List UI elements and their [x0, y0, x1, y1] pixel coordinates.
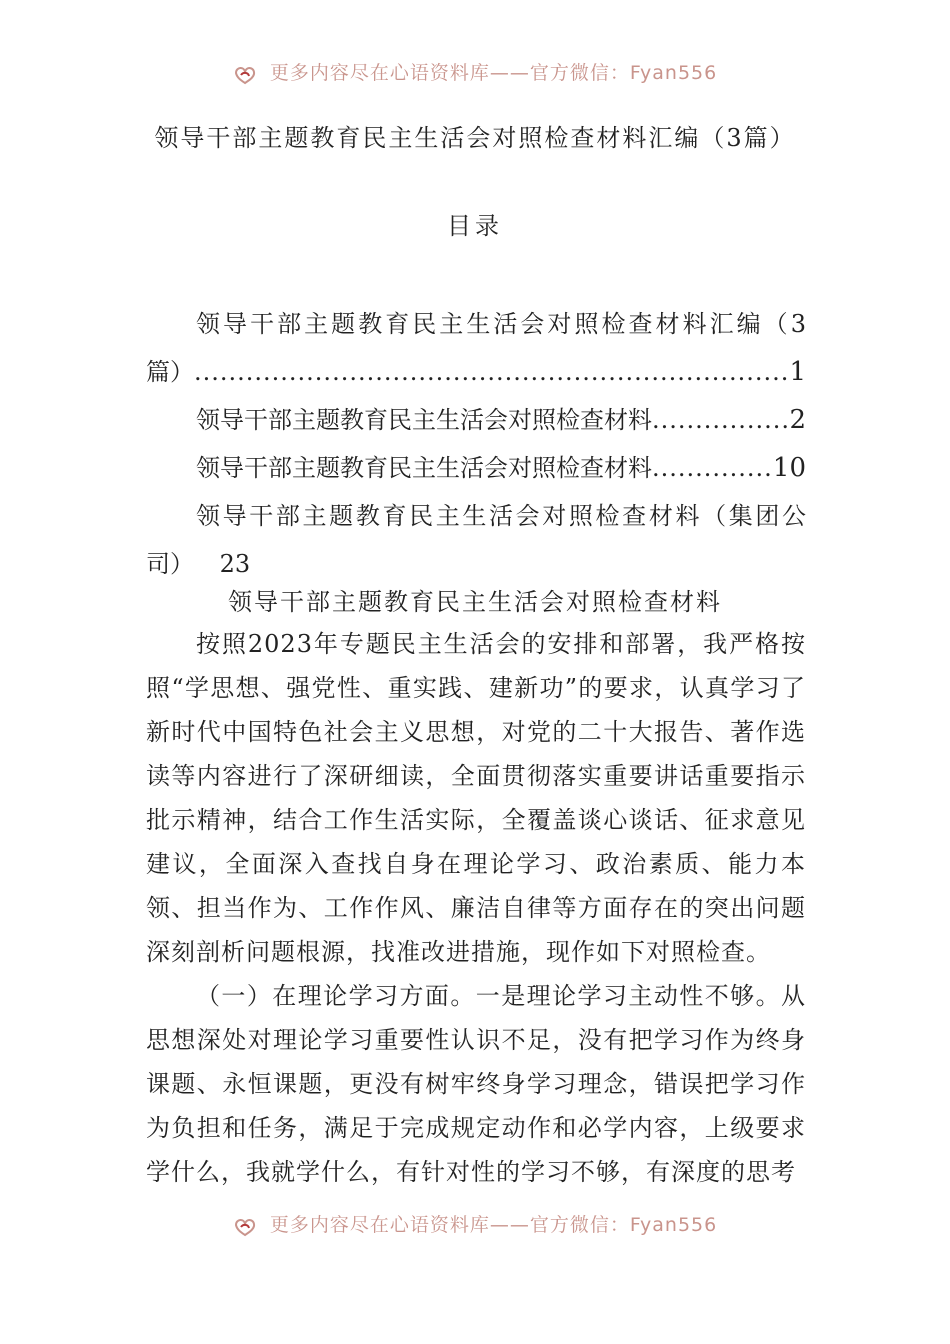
paragraph: （一）在理论学习方面。一是理论学习主动性不够。从思想深处对理论学习重要性认识不足，没有把学习作为终身课题、永恒课题，更没有树牢终身学习理念，错误把学习作为负担和任务，满足于完成规定动作和必学内容，上级要求学什么，我就学什么，有针对性的学习不够，有深度的思考: [146, 982, 806, 1186]
heart-swirl-logo-icon: [233, 1215, 259, 1237]
watermark-footer: [0, 1210, 950, 1240]
toc-leader-dots: [194, 348, 787, 396]
watermark-text: 更多内容尽在心语资料库——官方微信：Fyan556: [269, 1214, 718, 1236]
toc-leader-dots: [652, 396, 787, 444]
toc-entry-title: 领导干部主题教育民主生活会对照检查材料（集团公: [196, 502, 806, 530]
toc-page-number: 2: [789, 405, 806, 435]
document-title: 领导干部主题教育民主生活会对照检查材料汇编（3篇）: [154, 124, 796, 152]
toc-entry[interactable]: [146, 396, 806, 444]
toc-leader-dots: [652, 444, 771, 492]
toc-entry[interactable]: [146, 492, 806, 588]
toc-page-number: 23: [219, 550, 251, 578]
table-of-contents: [146, 300, 806, 588]
toc-entry-title: 领导干部主题教育民主生活会对照检查材料: [196, 406, 652, 434]
watermark-header: [0, 58, 950, 88]
paragraph: 按照2023年专题民主生活会的安排和部署，我严格按照“学思想、强党性、重实践、建新功”的要求，认真学习了新时代中国特色社会主义思想，对党的二十大报告、著作选读等内容进行了深研细读，全面贯彻落实重要讲话重要指示批示精神，结合工作生活实际，全覆盖谈心谈话、征求意见建议，全面深入查找自身在理论学习、政治素质、能力本领、担当作为、工作作风、廉洁自律等方面存在的突出问题深刻剖析问题根源，找准改进措施，现作如下对照检查。: [146, 630, 806, 966]
toc-entry-title-cont: 司）: [146, 550, 194, 578]
toc-entry[interactable]: [146, 300, 806, 396]
toc-entry-title-cont: 篇）: [146, 358, 194, 386]
body-text: [146, 622, 806, 1194]
heart-swirl-logo-icon: [233, 63, 259, 85]
toc-page-number: 10: [772, 453, 806, 483]
toc-entry[interactable]: [146, 444, 806, 492]
toc-entry-title: 领导干部主题教育民主生活会对照检查材料: [196, 454, 652, 482]
section-title: 领导干部主题教育民主生活会对照检查材料: [228, 588, 722, 616]
watermark-text: 更多内容尽在心语资料库——官方微信：Fyan556: [269, 62, 718, 84]
toc-heading: 目录: [447, 212, 503, 240]
toc-page-number: 1: [789, 357, 806, 387]
toc-entry-title: 领导干部主题教育民主生活会对照检查材料汇编（3: [196, 310, 806, 338]
